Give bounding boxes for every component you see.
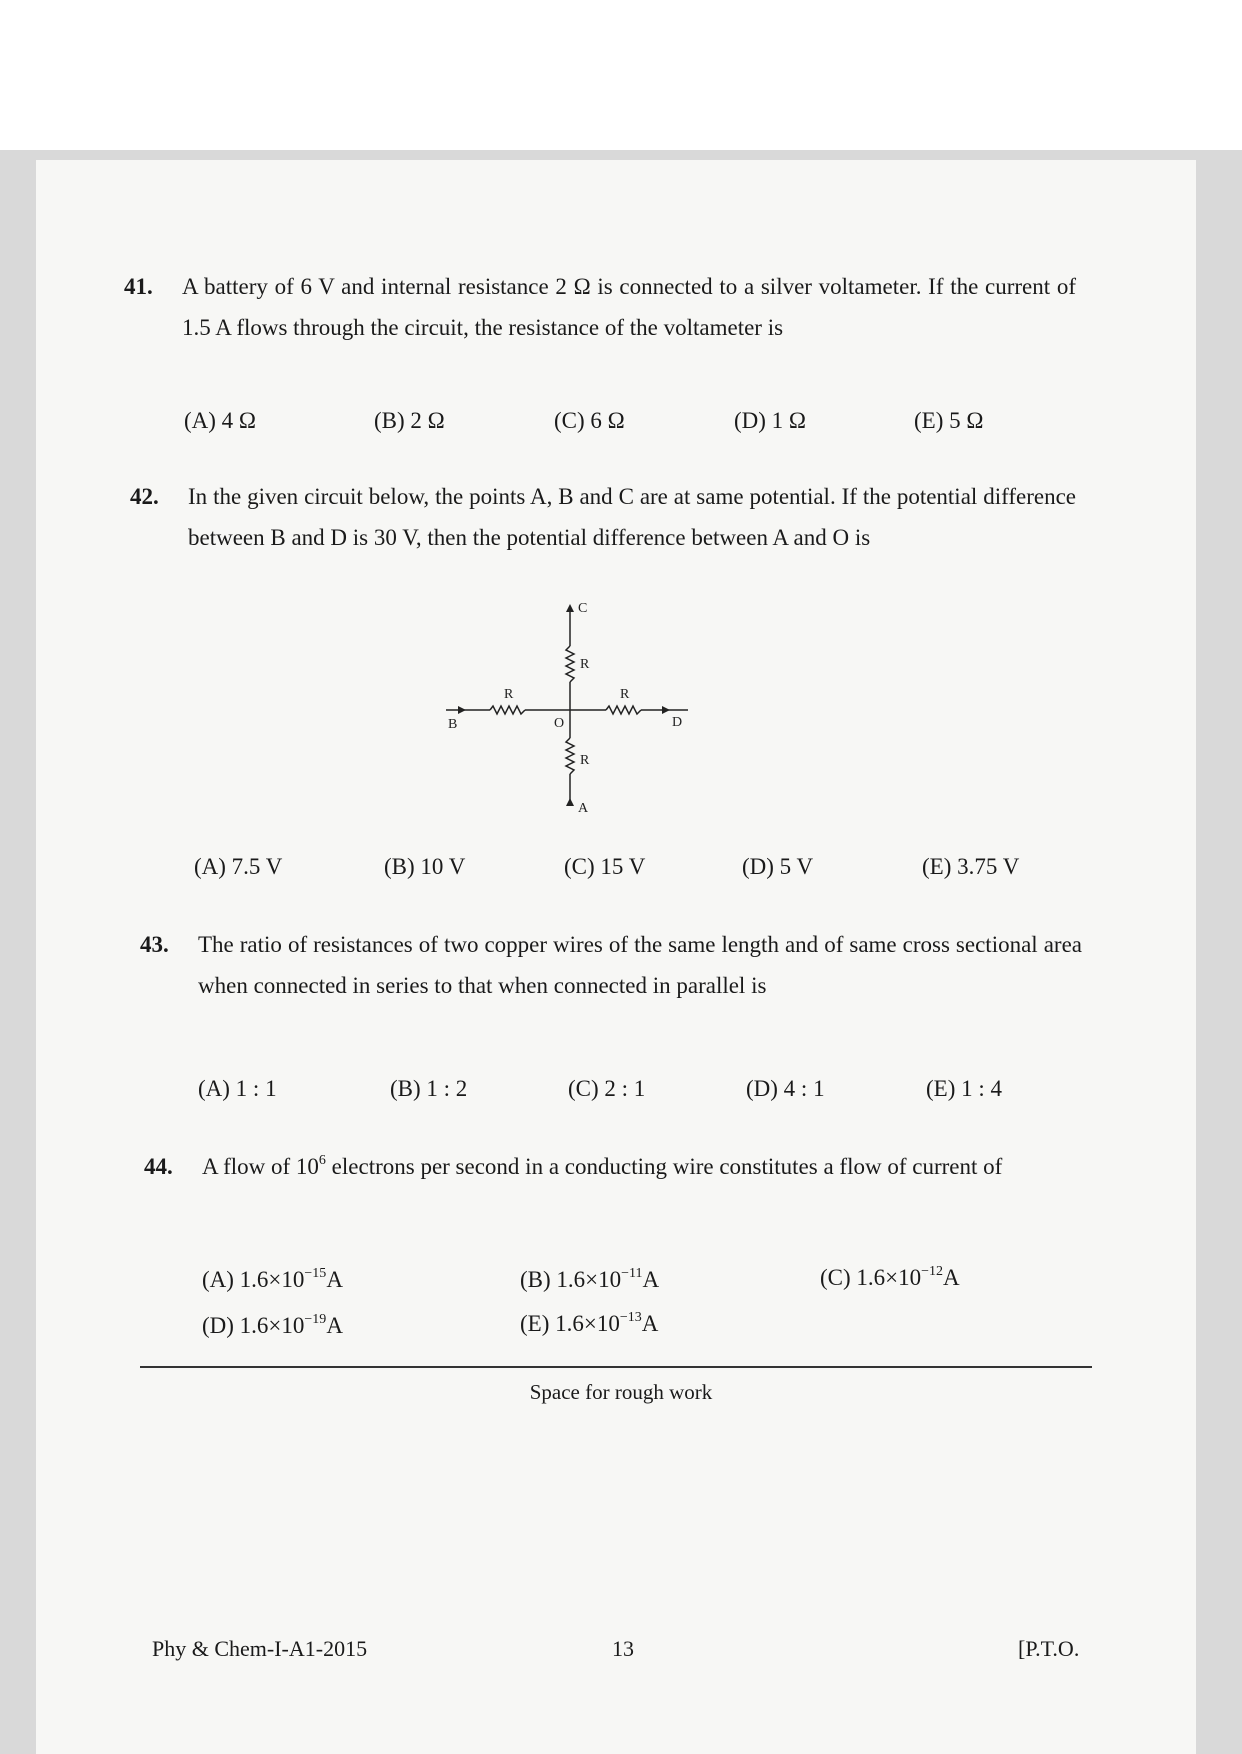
footer-right: [P.T.O.: [1018, 1636, 1080, 1661]
arrow-b: [458, 706, 466, 714]
option-b: (B) 2 Ω: [374, 408, 445, 433]
question-number: 42.: [130, 484, 159, 509]
option-d: (D) 4 : 1: [746, 1076, 825, 1101]
label-c: C: [578, 601, 588, 616]
option-a: (A) 1 : 1: [198, 1076, 277, 1101]
option-e: (E) 3.75 V: [922, 854, 1020, 879]
option-a: (A) 7.5 V: [194, 854, 283, 879]
divider-line: [140, 1366, 1092, 1368]
label-a: A: [578, 801, 589, 816]
label-r-top: R: [580, 657, 590, 672]
option-c: (C) 6 Ω: [554, 408, 625, 433]
question-text: A battery of 6 V and internal resistance 2 Ω is connected to a silver voltameter. If the current of 1.5 A flows through the circuit, the resistance of the voltameter is: [182, 274, 1076, 340]
option-a: (A) $1.6\times 10^{-15}A$: [202, 1266, 343, 1292]
page-number: 13: [612, 1636, 634, 1661]
option-d: (D) $1.6\times 10^{-19}A$: [202, 1312, 343, 1338]
label-d: D: [672, 715, 683, 730]
label-r-left: R: [504, 687, 514, 702]
option-e: (E) 1 : 4: [926, 1076, 1003, 1101]
option-b: (B) 10 V: [384, 854, 466, 879]
exponent: 6: [318, 1153, 326, 1168]
arrow-d: [662, 706, 670, 714]
option-c: (C) 15 V: [564, 854, 646, 879]
label-o: O: [554, 716, 565, 731]
option-d: (D) 5 V: [742, 854, 814, 879]
question-text: In the given circuit below, the points A, B and C are at same potential. If the potential difference between B and D is 30 V, then the potential difference between A and O is: [188, 484, 1076, 550]
option-c: (C) 2 : 1: [568, 1076, 646, 1101]
question-number: 41.: [124, 274, 153, 299]
option-e: (E) 5 Ω: [914, 408, 984, 433]
label-b: B: [448, 717, 458, 732]
label-r-right: R: [620, 687, 630, 702]
arrow-a: [566, 798, 574, 806]
question-number: 44.: [144, 1154, 173, 1179]
option-d: (D) 1 Ω: [734, 408, 807, 433]
question-text: A flow of $10^6$ electrons per second in a conducting wire constitutes a flow of current of: [202, 1153, 1003, 1179]
question-text: The ratio of resistances of two copper wires of the same length and of same cross sectional area when connected in series to that when connected in parallel is: [198, 932, 1082, 998]
option-a: (A) 4 Ω: [184, 408, 257, 433]
option-b: (B) 1 : 2: [390, 1076, 468, 1101]
question-number: 43.: [140, 932, 169, 957]
option-e: (E) $1.6\times 10^{-13}A$: [520, 1310, 659, 1336]
footer-left: Phy & Chem-I-A1-2015: [152, 1636, 368, 1661]
arrow-c: [566, 604, 574, 612]
option-c: (C) $1.6\times 10^{-12}A$: [820, 1264, 960, 1290]
circuit-diagram: [440, 598, 700, 828]
option-b: (B) $1.6\times 10^{-11}A$: [520, 1266, 660, 1292]
rough-work-label: Space for rough work: [529, 1380, 713, 1404]
label-r-bottom: R: [580, 753, 590, 768]
